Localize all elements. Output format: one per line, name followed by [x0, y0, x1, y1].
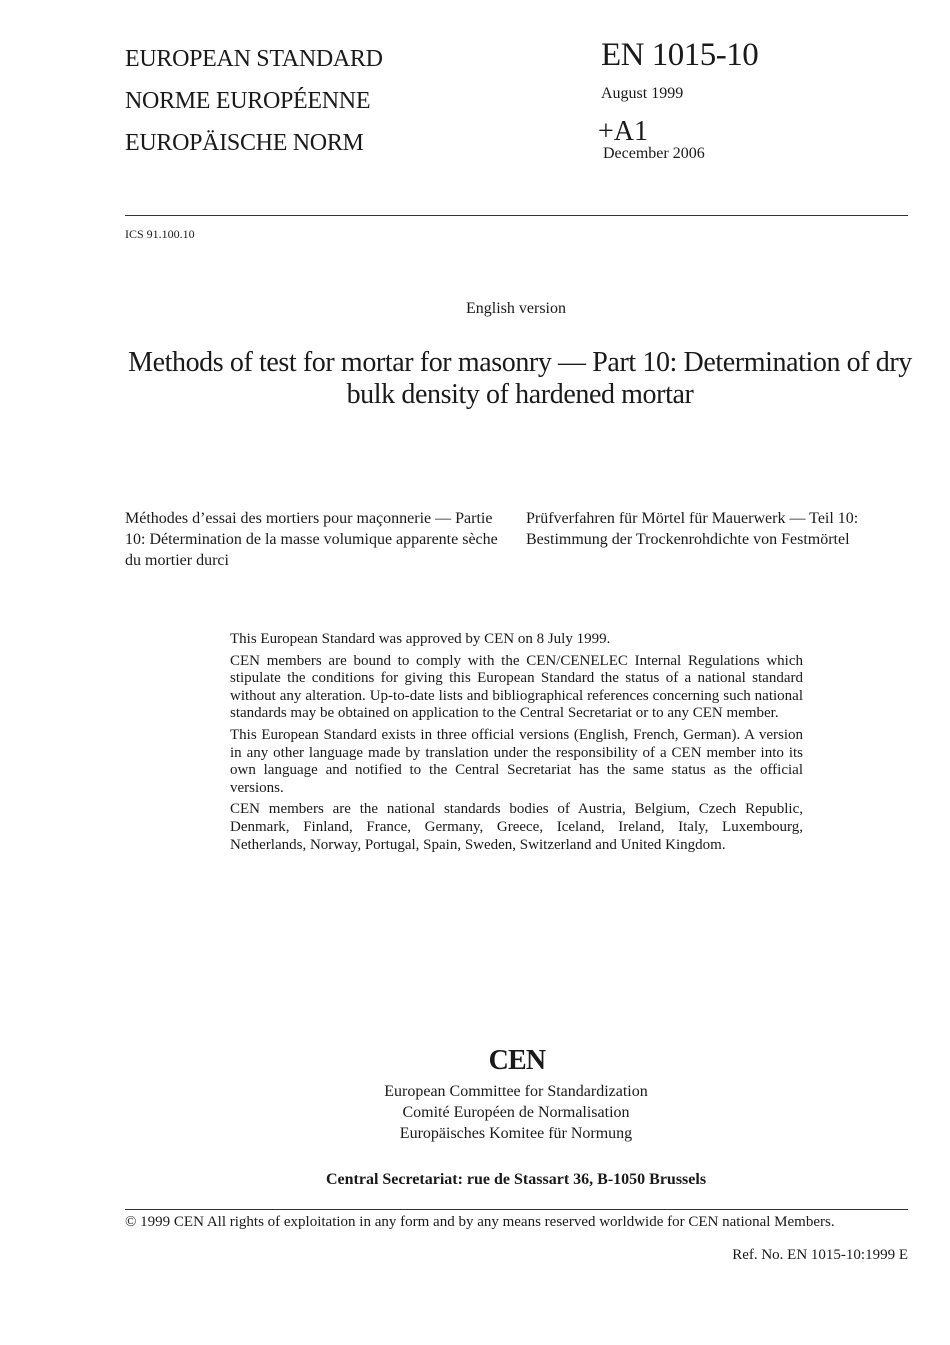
- org-name-french: Comité Européen de Normalisation: [402, 1104, 630, 1121]
- version-label: English version: [466, 300, 566, 317]
- amendment-label: +A1: [598, 116, 649, 147]
- amendment-date: December 2006: [603, 145, 705, 162]
- german-title: Prüfverfahren für Mörtel für Mauerwerk — Teil 10: Bestimmung der Trockenrohdichte von Festmörtel: [526, 510, 859, 548]
- standard-name-french: NORME EUROPÉENNE: [125, 88, 371, 114]
- footer-divider: [125, 1209, 908, 1210]
- header-divider: [125, 215, 908, 216]
- compliance-note: CEN members are bound to comply with the CEN/CENELEC Internal Regulations which stipulate the conditions for giving this European Standard the status of a national standard without any alteration. Up-to-date lists and bibliographical references concerning such national standards may be obtained on application to the Central Secretariat or to any CEN member.: [230, 652, 803, 722]
- org-name-english: European Committee for Standardization: [384, 1083, 648, 1100]
- reference-number: Ref. No. EN 1015-10:1999 E: [732, 1247, 908, 1263]
- approval-notes: [230, 631, 803, 858]
- publication-date: August 1999: [601, 85, 684, 102]
- standard-name-german: EUROPÄISCHE NORM: [125, 130, 364, 156]
- org-name-german: Europäisches Komitee für Normung: [399, 1125, 633, 1142]
- standard-name-english: EUROPEAN STANDARD: [125, 46, 383, 72]
- approval-note: This European Standard was approved by CEN on 8 July 1999.: [230, 631, 611, 647]
- cen-logo: CEN: [488, 1045, 546, 1076]
- members-note: CEN members are the national standards bodies of Austria, Belgium, Czech Republic, Denmark, Finland, France, Germany, Greece, Iceland, Ireland, Italy, Luxembourg, Netherlands, Norway, Portugal, Spain, Sweden, Switzerland and United Kingdom.: [230, 801, 803, 853]
- copyright-notice: © 1999 CEN All rights of exploitation in any form and by any means reserved worldwide for CEN national Members.: [125, 1214, 835, 1230]
- french-title: Méthodes d’essai des mortiers pour maçonnerie — Partie 10: Détermination de la masse volumique apparente sèche du mortier durci: [125, 510, 498, 569]
- versions-note: This European Standard exists in three official versions (English, French, German). A version in any other language made by translation under the responsibility of a CEN member into its own language and notified to the Central Secretariat has the same status as the official versions.: [230, 726, 803, 796]
- standard-number: EN 1015-10: [601, 37, 759, 73]
- document-title: Methods of test for mortar for masonry — Part 10: Determination of dry bulk density of hardened mortar: [128, 347, 912, 410]
- ics-code: ICS 91.100.10: [125, 227, 195, 241]
- secretariat-address: Central Secretariat: rue de Stassart 36, B-1050 Brussels: [325, 1171, 707, 1188]
